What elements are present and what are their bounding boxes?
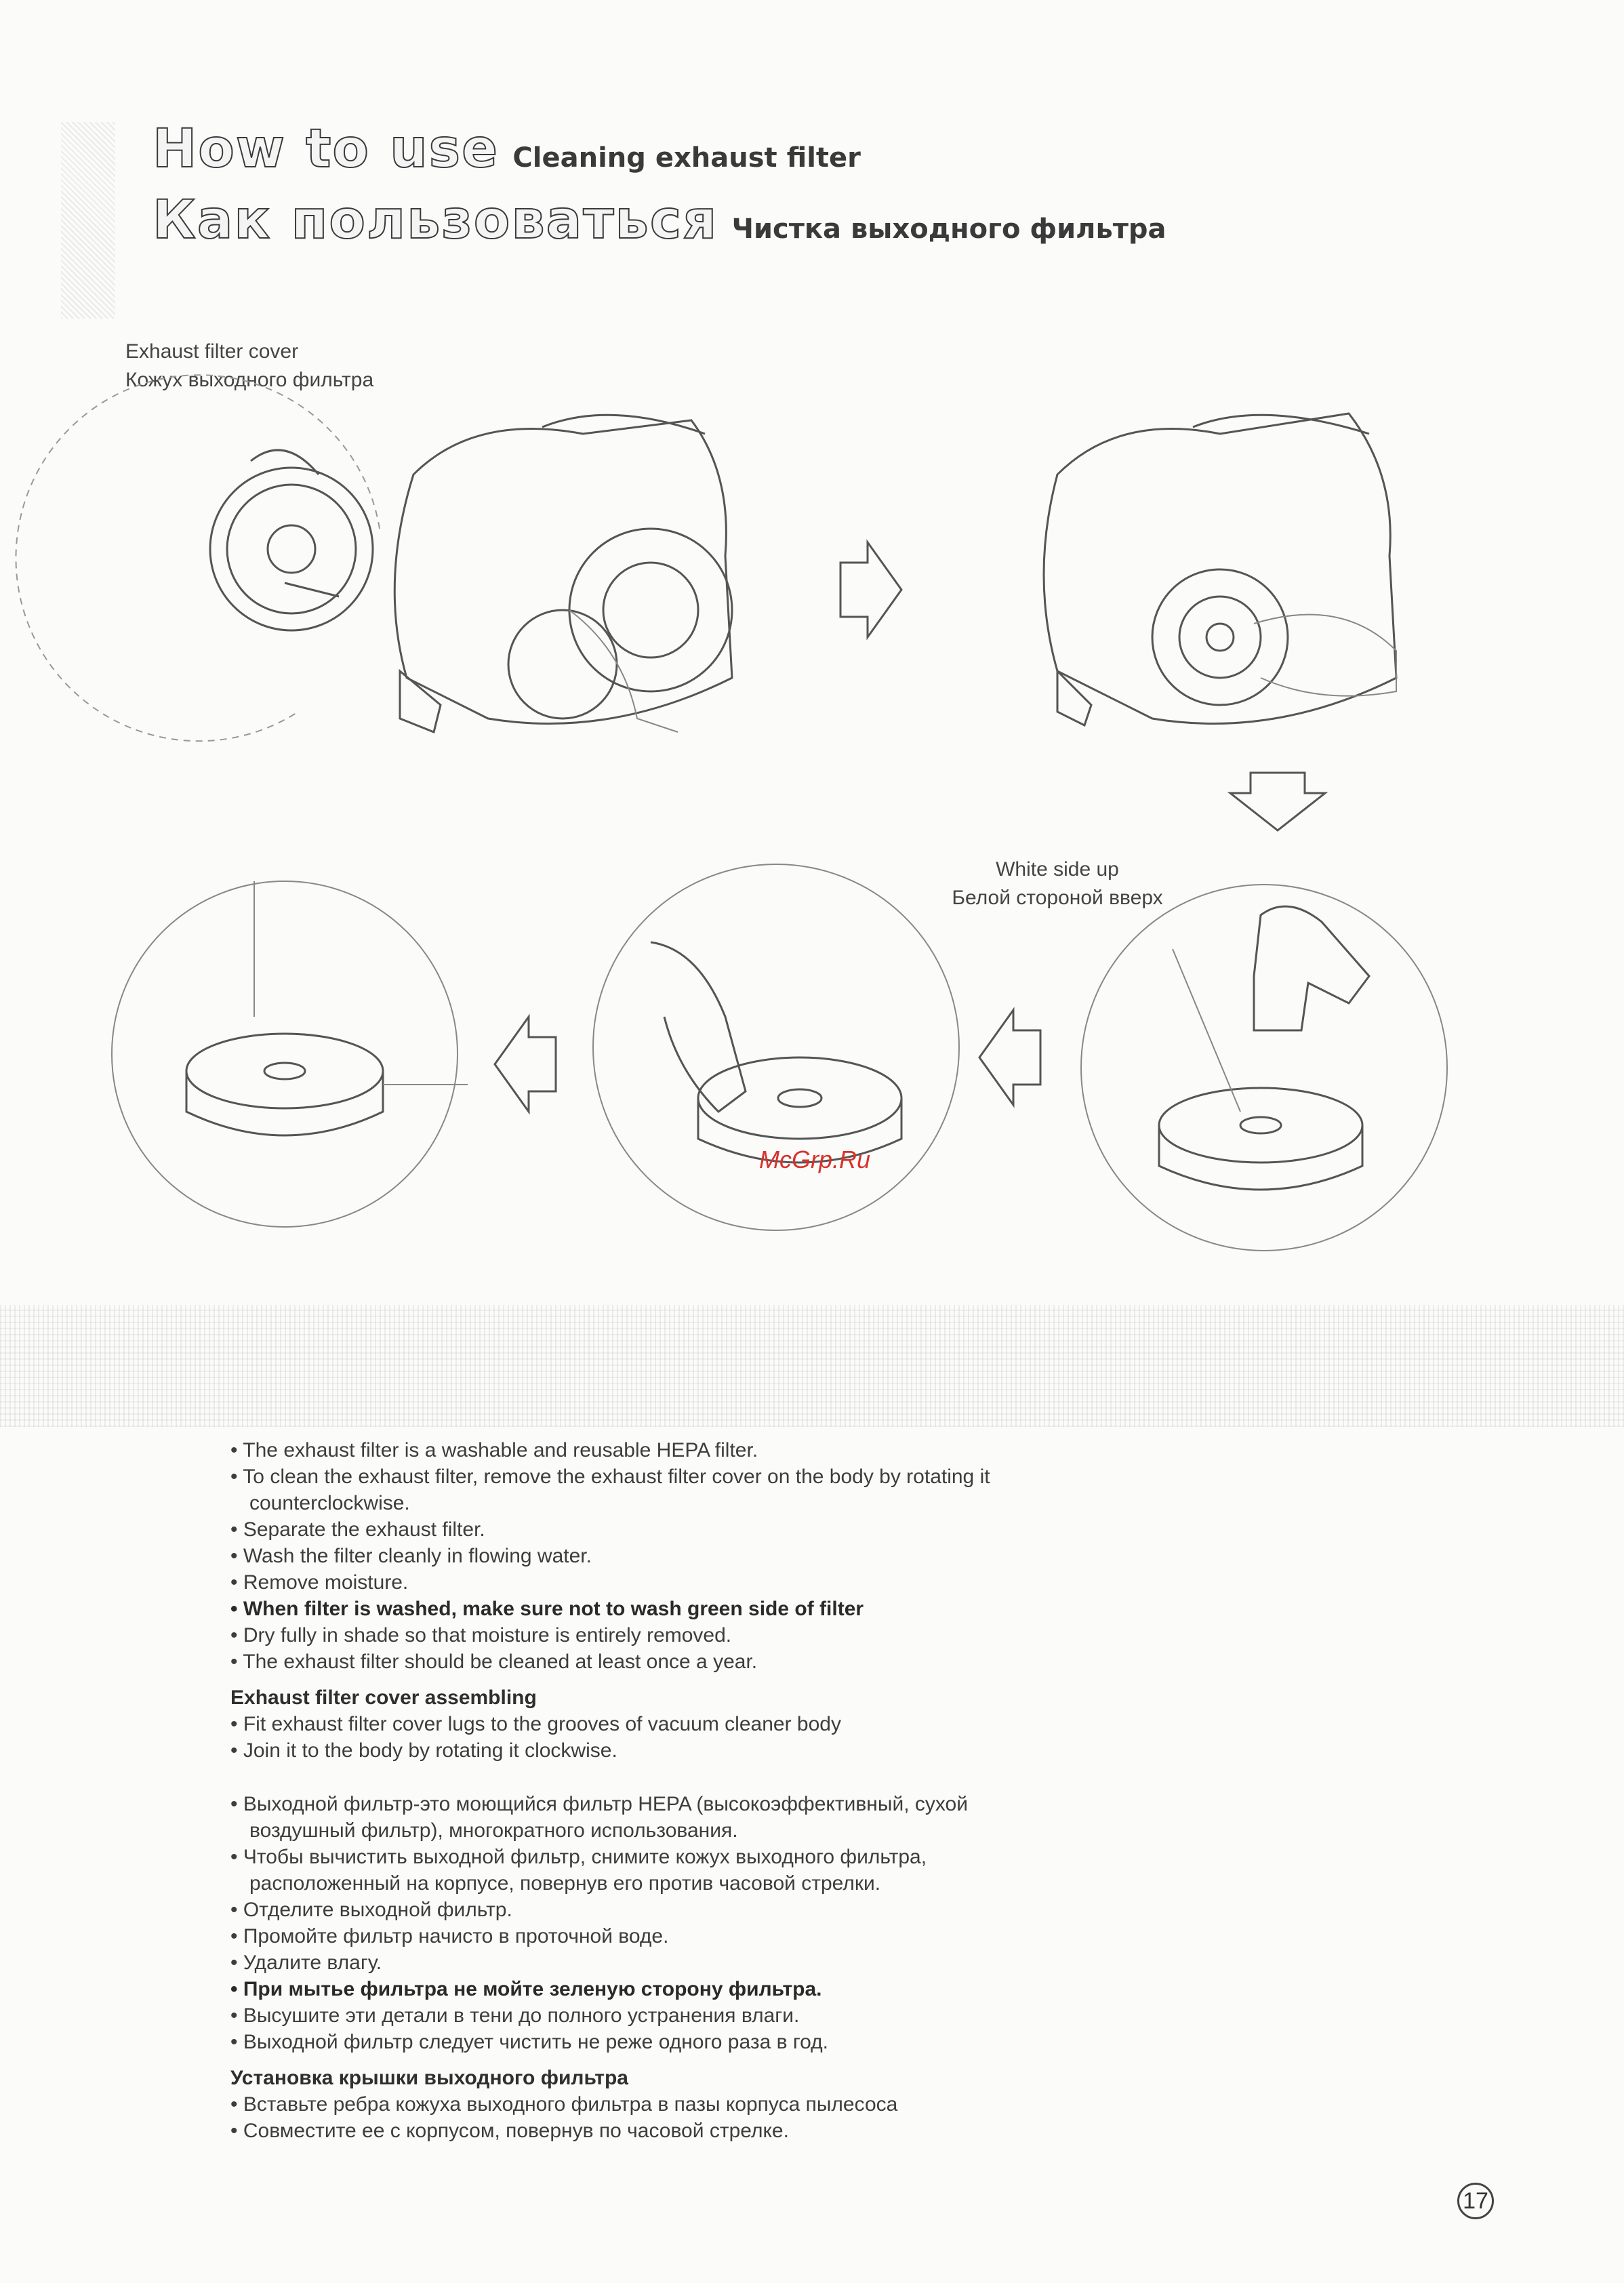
page-title-en: How to use [153,119,499,180]
page-subtitle-ru: Чистка выходного фильтра [731,214,1166,245]
list-item: • To clean the exhaust filter, remove the exhaust filter cover on the body by rotating it [230,1466,990,1488]
page-title-ru: Как пользоваться [153,190,718,251]
arrow-right-icon [840,542,901,637]
list-item-warning: • При мытье фильтра не мойте зеленую сторону фильтра. [230,1978,822,2000]
page-number: 17 [1457,2183,1494,2219]
list-item: • Отделите выходной фильтр. [230,1899,512,1921]
list-item: • Чтобы вычистить выходной фильтр, снимите кожух выходного фильтра, [230,1846,927,1868]
list-item: • Вставьте ребра кожуха выходного фильтра в пазы корпуса пылесоса [230,2093,898,2116]
list-item: • Удалите влагу. [230,1952,382,1974]
clean-filter-illustration [112,881,468,1227]
vacuum-step1-illustration [16,375,732,741]
list-item: • Wash the filter cleanly in flowing water. [230,1545,592,1567]
list-item-continuation: counterclockwise. [249,1492,410,1514]
white-side-label-en: White side up [996,858,1119,881]
list-item: • Выходной фильтр-это моющийся фильтр HEPA (высокоэффективный, сухой [230,1793,968,1815]
list-item: • Remove moisture. [230,1571,409,1594]
list-item: • Выходной фильтр следует чистить не реже одного раза в год. [230,2031,829,2053]
list-item: • Высушите эти детали в тени до полного устранения влаги. [230,2004,800,2027]
page-subtitle-en: Cleaning exhaust filter [512,142,861,174]
hand-dry-illustration [593,864,959,1230]
cover-label-en: Exhaust filter cover [125,340,299,363]
list-item-warning: • When filter is washed, make sure not to wash green side of filter [230,1598,864,1620]
list-item-continuation: расположенный на корпусе, повернув его против часовой стрелки. [249,1872,881,1895]
list-item: • Dry fully in shade so that moisture is entirely removed. [230,1624,732,1646]
instructions-en [230,1437,1098,2144]
assembly-heading-ru: Установка крышки выходного фильтра [230,2067,628,2089]
watermark: McGrp.Ru [759,1146,871,1173]
arrow-left-icon [979,1010,1040,1105]
list-item: • Совместите ее с корпусом, повернув по часовой стрелке. [230,2120,789,2142]
white-side-label-ru: Белой стороной вверх [952,887,1163,909]
list-item-continuation: воздушный фильтр), многократного использования. [249,1819,738,1842]
scan-noise-band [0,1305,1624,1427]
list-item: • Join it to the body by rotating it clockwise. [230,1739,617,1762]
cover-label-ru: Кожух выходного фильтра [125,369,374,391]
list-item: • Fit exhaust filter cover lugs to the grooves of vacuum cleaner body [230,1713,841,1735]
list-item: • Separate the exhaust filter. [230,1518,485,1541]
list-item: • The exhaust filter is a washable and reusable HEPA filter. [230,1439,758,1461]
list-item: • Промойте фильтр начисто в проточной воде. [230,1925,669,1947]
vacuum-step2-illustration [1044,413,1396,725]
assembly-heading-en: Exhaust filter cover assembling [230,1686,537,1709]
arrow-left-icon [495,1017,556,1112]
list-item: • The exhaust filter should be cleaned at least once a year. [230,1651,758,1673]
arrow-down-icon [1230,773,1325,830]
tap-wash-illustration [1081,885,1447,1251]
